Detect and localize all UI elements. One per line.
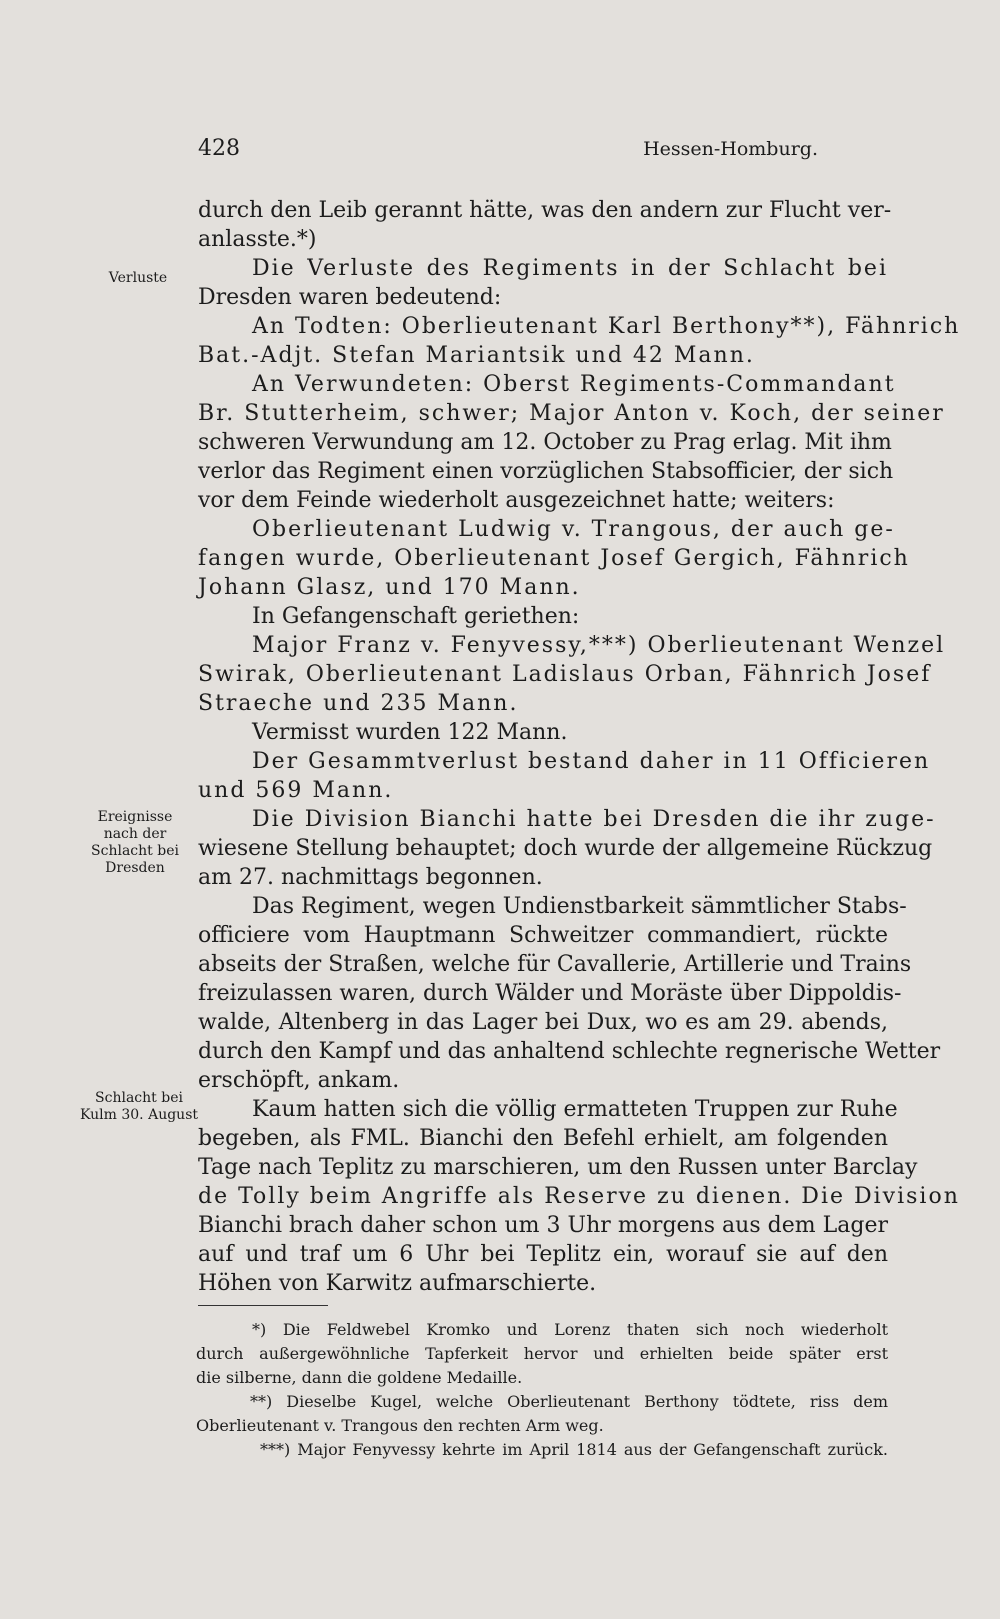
text-line: Br. Stutterheim, schwer; Major Anton v. Koch, der seiner [198,401,945,426]
text-line: Swirak, Oberlieutenant Ladislaus Orban, Fähnrich Josef [198,662,932,687]
footnote-line: Oberlieutenant v. Trangous den rechten Arm weg. [196,1416,604,1435]
text-line: Vermisst wurden 122 Mann. [252,720,568,745]
text-line: freizulassen waren, durch Wälder und Moräste über Dippoldis- [198,981,902,1006]
text-line: am 27. nachmittags begonnen. [198,865,543,890]
text-line: Tage nach Teplitz zu marschieren, um den Russen unter Barclay [198,1155,918,1180]
margin-note-verluste: Verluste [108,270,168,286]
text-line: auf und traf um 6 Uhr bei Teplitz ein, worauf sie auf den [198,1242,888,1267]
text-line: begeben, als FML. Bianchi den Befehl erhielt, am folgenden [198,1126,888,1151]
text-line: Major Franz v. Fenyvessy,***) Oberlieutenant Wenzel [252,633,946,658]
page-header [198,136,888,170]
footnote-line: die silberne, dann die goldene Medaille. [196,1368,523,1387]
footnote-line: **) Dieselbe Kugel, welche Oberlieutenant Berthony tödtete, riss dem [250,1392,888,1411]
text-line: vor dem Feinde wiederholt ausgezeichnet hatte; weiters: [198,488,835,513]
text-line: de Tolly beim Angriffe als Reserve zu dienen. Die Division [198,1184,960,1209]
text-line: abseits der Straßen, welche für Cavallerie, Artillerie und Trains [198,952,912,977]
text-line: Oberlieutenant Ludwig v. Trangous, der auch ge- [252,517,895,542]
text-line: In Gefangenschaft geriethen: [252,604,580,629]
main-text [198,196,961,1298]
margin-note-ereignisse: Ereignisse nach der Schlacht bei Dresden [91,809,179,876]
text-line: und 569 Mann. [198,778,394,803]
text-line: Die Verluste des Regiments in der Schlacht bei [252,256,888,281]
text-line: walde, Altenberg in das Lager bei Dux, wo es am 29. abends, [198,1010,888,1035]
text-line: Straeche und 235 Mann. [198,691,519,716]
text-line: Der Gesammtverlust bestand daher in 11 Officieren [252,749,931,774]
text-line: Bianchi brach daher schon um 3 Uhr morgens aus dem Lager [198,1213,888,1238]
footnote-line: ***) Major Fenyvessy kehrte im April 1814 aus der Gefangenschaft zurück. [260,1440,888,1459]
text-line: Das Regiment, wegen Undienstbarkeit sämmtlicher Stabs- [252,894,907,919]
text-line: schweren Verwundung am 12. October zu Prag erlag. Mit ihm [198,430,892,455]
text-line: anlasste.*) [198,227,317,252]
footnotes [196,1318,888,1462]
text-line: verlor das Regiment einen vorzüglichen Stabsofficier, der sich [198,459,894,484]
text-line: Die Division Bianchi hatte bei Dresden die ihr zuge- [252,807,936,832]
margin-note-kulm: Schlacht bei Kulm 30. August [80,1090,199,1123]
text-line: durch den Leib gerannt hätte, was den andern zur Flucht ver- [198,198,892,223]
text-line: Höhen von Karwitz aufmarschierte. [198,1271,597,1296]
footnote-line: *) Die Feldwebel Kromko und Lorenz thaten sich noch wiederholt [252,1320,888,1339]
text-line: erschöpft, ankam. [198,1068,400,1093]
text-line: durch den Kampf und das anhaltend schlechte regnerische Wetter [198,1039,941,1064]
text-line: Johann Glasz, und 170 Mann. [198,575,581,600]
text-line: An Todten: Oberlieutenant Karl Berthony**), Fähnrich [252,314,961,339]
footnote-rule [198,1305,328,1306]
text-line: Bat.-Adjt. Stefan Mariantsik und 42 Mann. [198,343,755,368]
text-line: wiesene Stellung behauptet; doch wurde der allgemeine Rückzug [198,836,933,861]
text-line: An Verwundeten: Oberst Regiments-Commandant [252,372,896,397]
text-line: officiere vom Hauptmann Schweitzer commandiert, rückte [198,923,888,948]
page-number: 428 [198,136,240,161]
text-line: fangen wurde, Oberlieutenant Josef Gergich, Fähnrich [198,546,910,571]
text-line: Dresden waren bedeutend: [198,285,502,310]
running-title: Hessen-Homburg. [643,138,818,160]
text-line: Kaum hatten sich die völlig ermatteten Truppen zur Ruhe [252,1097,898,1122]
footnote-line: durch außergewöhnliche Tapferkeit hervor und erhielten beide später erst [196,1344,888,1363]
